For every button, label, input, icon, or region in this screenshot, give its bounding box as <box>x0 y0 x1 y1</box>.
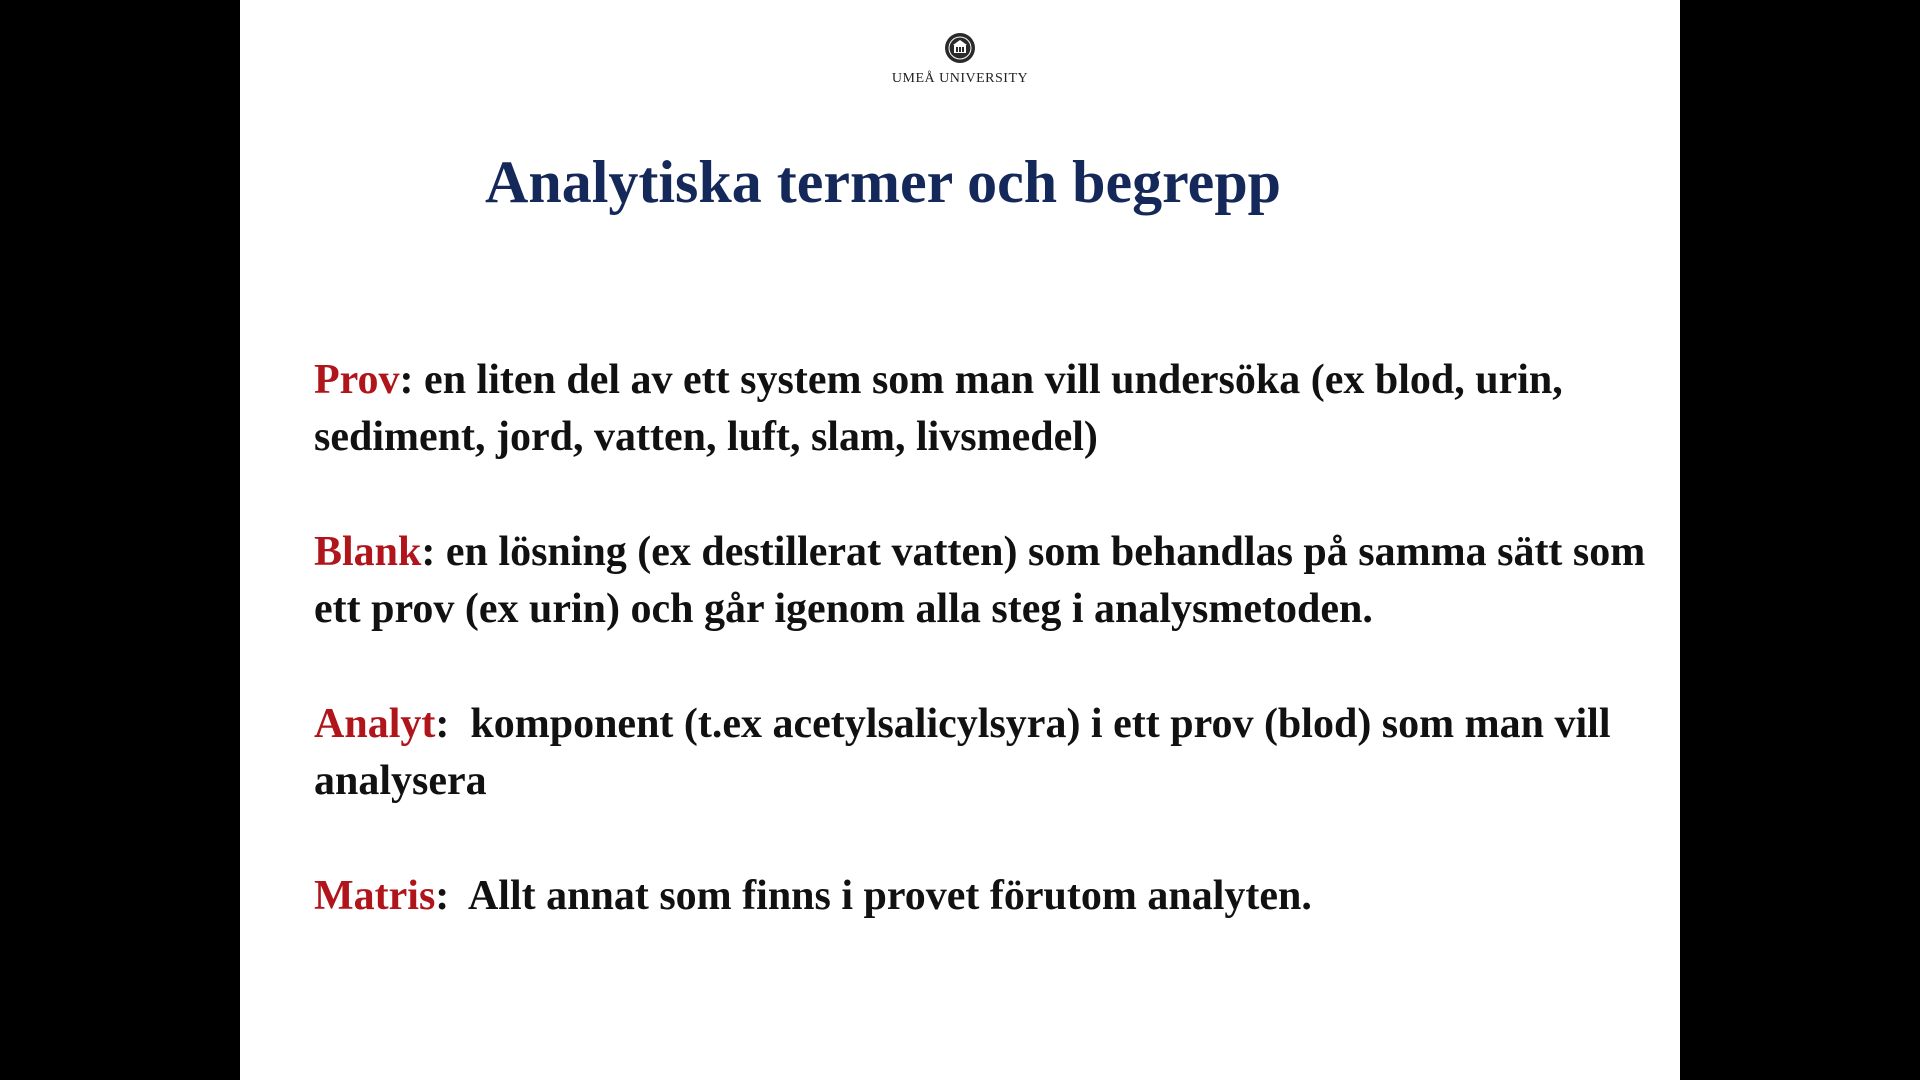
term-name: Analyt <box>314 701 436 747</box>
term-definition: en liten del av ett system som man vill undersöka (ex blod, urin, sediment, jord, vatten, luft, slam, livsmedel) <box>314 357 1563 460</box>
term-definition: en lösning (ex destillerat vatten) som behandlas på samma sätt som ett prov (ex urin) och går igenom alla steg i analysmetoden. <box>314 529 1646 632</box>
term-matris <box>314 868 1664 925</box>
term-definition: Allt annat som finns i provet förutom analyten. <box>467 873 1312 919</box>
term-separator: : <box>421 529 436 575</box>
term-name: Prov <box>314 357 400 403</box>
term-definition: komponent (t.ex acetylsalicylsyra) i ett prov (blod) som man vill analysera <box>314 701 1611 804</box>
university-seal-icon <box>944 32 976 64</box>
presentation-slide <box>240 0 1680 1080</box>
term-separator: : <box>435 873 468 919</box>
term-analyt <box>314 696 1664 810</box>
term-prov <box>314 352 1664 466</box>
slide-title: Analytiska termer och begrepp <box>485 149 1282 215</box>
term-separator: : <box>435 701 471 747</box>
term-separator: : <box>399 357 414 403</box>
university-logo <box>240 32 1680 87</box>
term-name: Blank <box>314 529 422 575</box>
term-blank <box>314 524 1664 638</box>
university-name: UMEÅ UNIVERSITY <box>891 71 1029 86</box>
term-name: Matris <box>314 873 436 919</box>
term-list <box>314 352 1664 983</box>
